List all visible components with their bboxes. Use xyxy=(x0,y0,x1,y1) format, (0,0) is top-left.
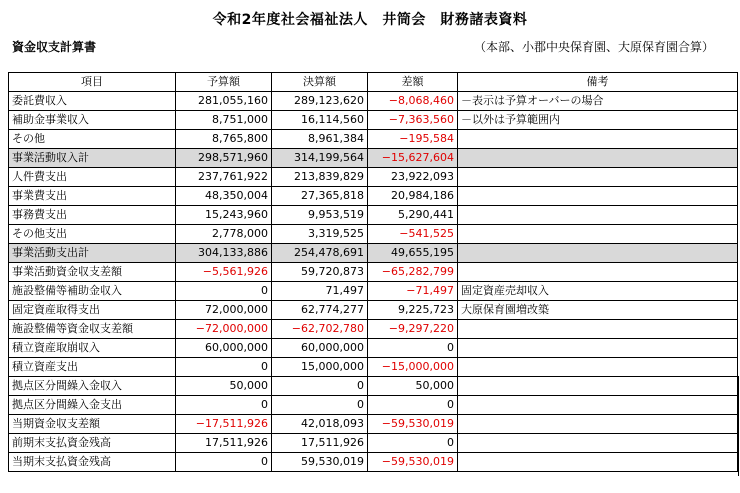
cell-remarks xyxy=(458,377,738,396)
cell-actual: 60,000,000 xyxy=(272,339,368,358)
cell-item: 人件費支出 xyxy=(9,168,176,187)
cell-actual: 314,199,564 xyxy=(272,149,368,168)
table-row xyxy=(9,396,738,415)
table-row xyxy=(9,339,738,358)
table-row xyxy=(9,282,738,301)
cell-diff: −59,530,019 xyxy=(368,415,458,434)
table-row xyxy=(9,111,738,130)
header-item: 項目 xyxy=(9,73,176,92)
cell-budget: 0 xyxy=(176,358,272,377)
cell-diff: −7,363,560 xyxy=(368,111,458,130)
cell-item: その他支出 xyxy=(9,225,176,244)
cell-diff: 5,290,441 xyxy=(368,206,458,225)
cell-actual: 0 xyxy=(272,377,368,396)
cell-diff: −71,497 xyxy=(368,282,458,301)
cell-item: 事業活動支出計 xyxy=(9,244,176,263)
cell-remarks: 大原保育園増改築 xyxy=(458,301,738,320)
cell-diff: −15,627,604 xyxy=(368,149,458,168)
table-row xyxy=(9,320,738,339)
table-row xyxy=(9,434,738,453)
cell-item: 固定資産取得支出 xyxy=(9,301,176,320)
cell-actual: 59,720,873 xyxy=(272,263,368,282)
cell-actual: 27,365,818 xyxy=(272,187,368,206)
cell-diff: −8,068,460 xyxy=(368,92,458,111)
cell-budget: 60,000,000 xyxy=(176,339,272,358)
cell-item: 施設整備等補助金収入 xyxy=(9,282,176,301)
cell-actual: −62,702,780 xyxy=(272,320,368,339)
table-row xyxy=(9,358,738,377)
table-row xyxy=(9,301,738,320)
table-row xyxy=(9,130,738,149)
cell-item: その他 xyxy=(9,130,176,149)
cell-remarks: 固定資産売却収入 xyxy=(458,282,738,301)
right-border-line xyxy=(738,376,739,476)
document-title: 令和2年度社会福祉法人 井筒会 財務諸表資料 xyxy=(212,12,528,28)
cell-budget: 281,055,160 xyxy=(176,92,272,111)
cell-item: 施設整備等資金収支差額 xyxy=(9,320,176,339)
cell-remarks xyxy=(458,415,738,434)
cell-remarks xyxy=(458,434,738,453)
header-remarks: 備考 xyxy=(458,73,738,92)
cell-actual: 62,774,277 xyxy=(272,301,368,320)
cell-remarks xyxy=(458,130,738,149)
table-body xyxy=(9,92,738,472)
cell-item: 事務費支出 xyxy=(9,206,176,225)
cell-actual: 15,000,000 xyxy=(272,358,368,377)
header-actual: 決算額 xyxy=(272,73,368,92)
cell-diff: 50,000 xyxy=(368,377,458,396)
table-row xyxy=(9,187,738,206)
cell-budget: 0 xyxy=(176,282,272,301)
cell-budget: 8,765,800 xyxy=(176,130,272,149)
cell-diff: −59,530,019 xyxy=(368,453,458,472)
cell-item: 前期末支払資金残高 xyxy=(9,434,176,453)
cell-remarks xyxy=(458,339,738,358)
cell-actual: 289,123,620 xyxy=(272,92,368,111)
table-header-row xyxy=(9,73,738,92)
cell-diff: 9,225,723 xyxy=(368,301,458,320)
cell-diff: −541,525 xyxy=(368,225,458,244)
cell-diff: −65,282,799 xyxy=(368,263,458,282)
cash-flow-table xyxy=(8,72,738,472)
cell-actual: 254,478,691 xyxy=(272,244,368,263)
cell-item: 積立資産取崩収入 xyxy=(9,339,176,358)
cell-item: 事業活動収入計 xyxy=(9,149,176,168)
cell-remarks xyxy=(458,453,738,472)
cell-remarks xyxy=(458,149,738,168)
cell-item: 当期末支払資金残高 xyxy=(9,453,176,472)
cell-diff: 0 xyxy=(368,396,458,415)
cell-budget: −5,561,926 xyxy=(176,263,272,282)
cell-actual: 9,953,519 xyxy=(272,206,368,225)
cell-actual: 213,839,829 xyxy=(272,168,368,187)
cell-remarks xyxy=(458,187,738,206)
cell-budget: 237,761,922 xyxy=(176,168,272,187)
cell-actual: 8,961,384 xyxy=(272,130,368,149)
table-row xyxy=(9,415,738,434)
cell-actual: 59,530,019 xyxy=(272,453,368,472)
cell-budget: 0 xyxy=(176,396,272,415)
table-row xyxy=(9,225,738,244)
table-row xyxy=(9,92,738,111)
cell-budget: 8,751,000 xyxy=(176,111,272,130)
cell-remarks xyxy=(458,358,738,377)
cell-item: 補助金事業収入 xyxy=(9,111,176,130)
table-row xyxy=(9,168,738,187)
cell-item: 委託費収入 xyxy=(9,92,176,111)
table-row xyxy=(9,244,738,263)
header-budget: 予算額 xyxy=(176,73,272,92)
cell-remarks xyxy=(458,396,738,415)
cell-item: 事業費支出 xyxy=(9,187,176,206)
cell-diff: 49,655,195 xyxy=(368,244,458,263)
cell-remarks: －以外は予算範囲内 xyxy=(458,111,738,130)
cell-actual: 0 xyxy=(272,396,368,415)
cell-budget: 48,350,004 xyxy=(176,187,272,206)
cell-diff: −9,297,220 xyxy=(368,320,458,339)
table-row xyxy=(9,263,738,282)
cell-actual: 71,497 xyxy=(272,282,368,301)
header-diff: 差額 xyxy=(368,73,458,92)
cell-item: 積立資産支出 xyxy=(9,358,176,377)
cell-actual: 42,018,093 xyxy=(272,415,368,434)
cell-item: 当期資金収支差額 xyxy=(9,415,176,434)
cell-budget: 298,571,960 xyxy=(176,149,272,168)
scope-note: （本部、小郡中央保育園、大原保育園合算） xyxy=(473,40,714,54)
cell-budget: 0 xyxy=(176,453,272,472)
statement-subtitle: 資金収支計算書 xyxy=(12,40,97,54)
cell-remarks xyxy=(458,263,738,282)
cell-remarks: －表示は予算オーバーの場合 xyxy=(458,92,738,111)
cell-budget: −17,511,926 xyxy=(176,415,272,434)
cell-diff: 20,984,186 xyxy=(368,187,458,206)
cell-item: 拠点区分間繰入金支出 xyxy=(9,396,176,415)
cell-actual: 17,511,926 xyxy=(272,434,368,453)
cell-item: 拠点区分間繰入金収入 xyxy=(9,377,176,396)
table-row xyxy=(9,149,738,168)
table-row xyxy=(9,453,738,472)
cell-budget: 17,511,926 xyxy=(176,434,272,453)
cell-remarks xyxy=(458,225,738,244)
table-row xyxy=(9,206,738,225)
cell-item: 事業活動資金収支差額 xyxy=(9,263,176,282)
cell-diff: −15,000,000 xyxy=(368,358,458,377)
table-row xyxy=(9,377,738,396)
cell-budget: 50,000 xyxy=(176,377,272,396)
cell-budget: 304,133,886 xyxy=(176,244,272,263)
cell-budget: 2,778,000 xyxy=(176,225,272,244)
cell-remarks xyxy=(458,168,738,187)
cell-budget: −72,000,000 xyxy=(176,320,272,339)
cell-actual: 3,319,525 xyxy=(272,225,368,244)
cell-budget: 72,000,000 xyxy=(176,301,272,320)
cell-budget: 15,243,960 xyxy=(176,206,272,225)
cell-actual: 16,114,560 xyxy=(272,111,368,130)
cell-diff: 0 xyxy=(368,339,458,358)
cell-diff: 23,922,093 xyxy=(368,168,458,187)
cell-diff: −195,584 xyxy=(368,130,458,149)
cell-remarks xyxy=(458,320,738,339)
cell-remarks xyxy=(458,206,738,225)
cell-diff: 0 xyxy=(368,434,458,453)
cell-remarks xyxy=(458,244,738,263)
